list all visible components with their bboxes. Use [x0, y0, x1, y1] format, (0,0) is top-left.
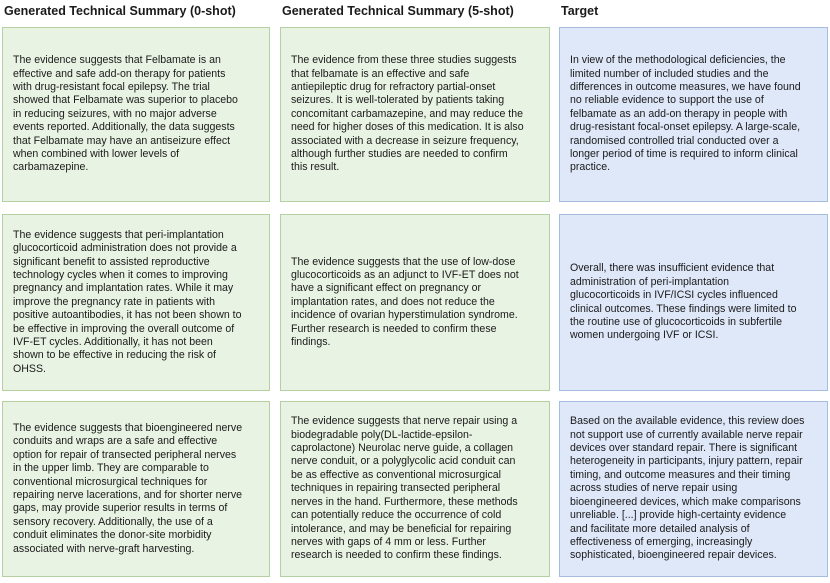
row3-target-cell [559, 401, 828, 577]
row1-five-shot-text: The evidence from these three studies suggests that felbamate is an effective and safe antiepileptic drug for refractory partial-onset seizures. It is well-tolerated by patients taking concomitant carbamazepine, and may reduce the need for higher doses of this medication. It is also associated with a decrease in seizure frequency, although further studies are needed to confirm this result. [291, 54, 524, 174]
row1-five-shot-cell [280, 27, 550, 202]
row1-target-cell [559, 27, 828, 202]
row2-target-cell [559, 214, 828, 391]
row3-five-shot-text: The evidence suggests that nerve repair using a biodegradable poly(DL-lactide-epsilon- caprolactone) Neurolac nerve guide, a collagen nerve conduit, or a polyglycolic acid conduit can be as effective as conventional microsurgical techniques in repairing transected peripheral nerves in the hand. Furthermore, these methods can potentially reduce the occurrence of cold intolerance, and may be beneficial for repairing nerves with gaps of 4 mm or less. Further research is needed to confirm these findings. [291, 415, 518, 562]
row2-zero-shot-cell [2, 214, 270, 391]
row3-zero-shot-cell [2, 401, 270, 577]
row2-target-text: Overall, there was insufficient evidence that administration of peri-implantation glucocorticoids in IVF/ICSI cycles influenced clinical outcomes. These findings were limited to the routine use of glucocorticoids in subfertile women undergoing IVF or ICSI. [570, 262, 797, 342]
row1-target-text: In view of the methodological deficiencies, the limited number of included studies and the differences in outcome measures, we have found no reliable evidence to support the use of felbamate as an add-on therapy in people with drug-resistant focal-onset epilepsy. A large-scale, randomised controlled trial conducted over a longer period of time is required to inform clinical practice. [570, 54, 801, 174]
row2-five-shot-text: The evidence suggests that the use of low-dose glucocorticoids as an adjunct to IVF-ET does not have a significant effect on pregnancy or implantation rates, and does not reduce the incidence of ovarian hyperstimulation syndrome. Further research is needed to confirm these findings. [291, 255, 519, 349]
row3-zero-shot-text: The evidence suggests that bioengineered nerve conduits and wraps are a safe and effective option for repair of transected peripheral nerves in the upper limb. They are comparable to conventional microsurgical techniques for repairing nerve lacerations, and for shorter nerve gaps, may provide superior results in terms of sensory recovery. Additionally, the use of a conduit eliminates the donor-site morbidity associated with nerve-graft harvesting. [13, 421, 243, 555]
row3-target-text: Based on the available evidence, this review does not support use of currently available nerve repair devices over standard repair. There is significant heterogeneity in participants, injury pattern, repair timing, and outcome measures and their timing across studies of nerve repair using bioengineered devices, which make comparisons unreliable. [...] provide high-certainty evidence and facilitate more detailed analysis of effectiveness of emerging, increasingly sophisticated, bioengineered repair devices. [570, 415, 805, 562]
header-five-shot: Generated Technical Summary (5-shot) [282, 4, 514, 18]
row1-zero-shot-text: The evidence suggests that Felbamate is an effective and safe add-on therapy for patients with drug-resistant focal epilepsy. The trial showed that Felbamate was superior to placebo in reducing seizures, with no major adverse events reported. Additionally, the data suggests that Felbamate may have an antiseizure effect when combined with lower levels of carbamazepine. [13, 54, 238, 174]
header-target: Target [561, 4, 599, 18]
row3-five-shot-cell [280, 401, 550, 577]
header-zero-shot: Generated Technical Summary (0-shot) [4, 4, 236, 18]
row2-zero-shot-text: The evidence suggests that peri-implantation glucocorticoid administration does not provide a significant benefit to assisted reproductive technology cycles when it comes to improving pregnancy and implantation rates. While it may improve the pregnancy rate in patients with positive autoantibodies, it has not been shown to be effective in improving the overall outcome of IVF-ET cycles. Additionally, it has not been shown to be effective in reducing the risk of OHSS. [13, 228, 242, 375]
row2-five-shot-cell [280, 214, 550, 391]
row1-zero-shot-cell [2, 27, 270, 202]
